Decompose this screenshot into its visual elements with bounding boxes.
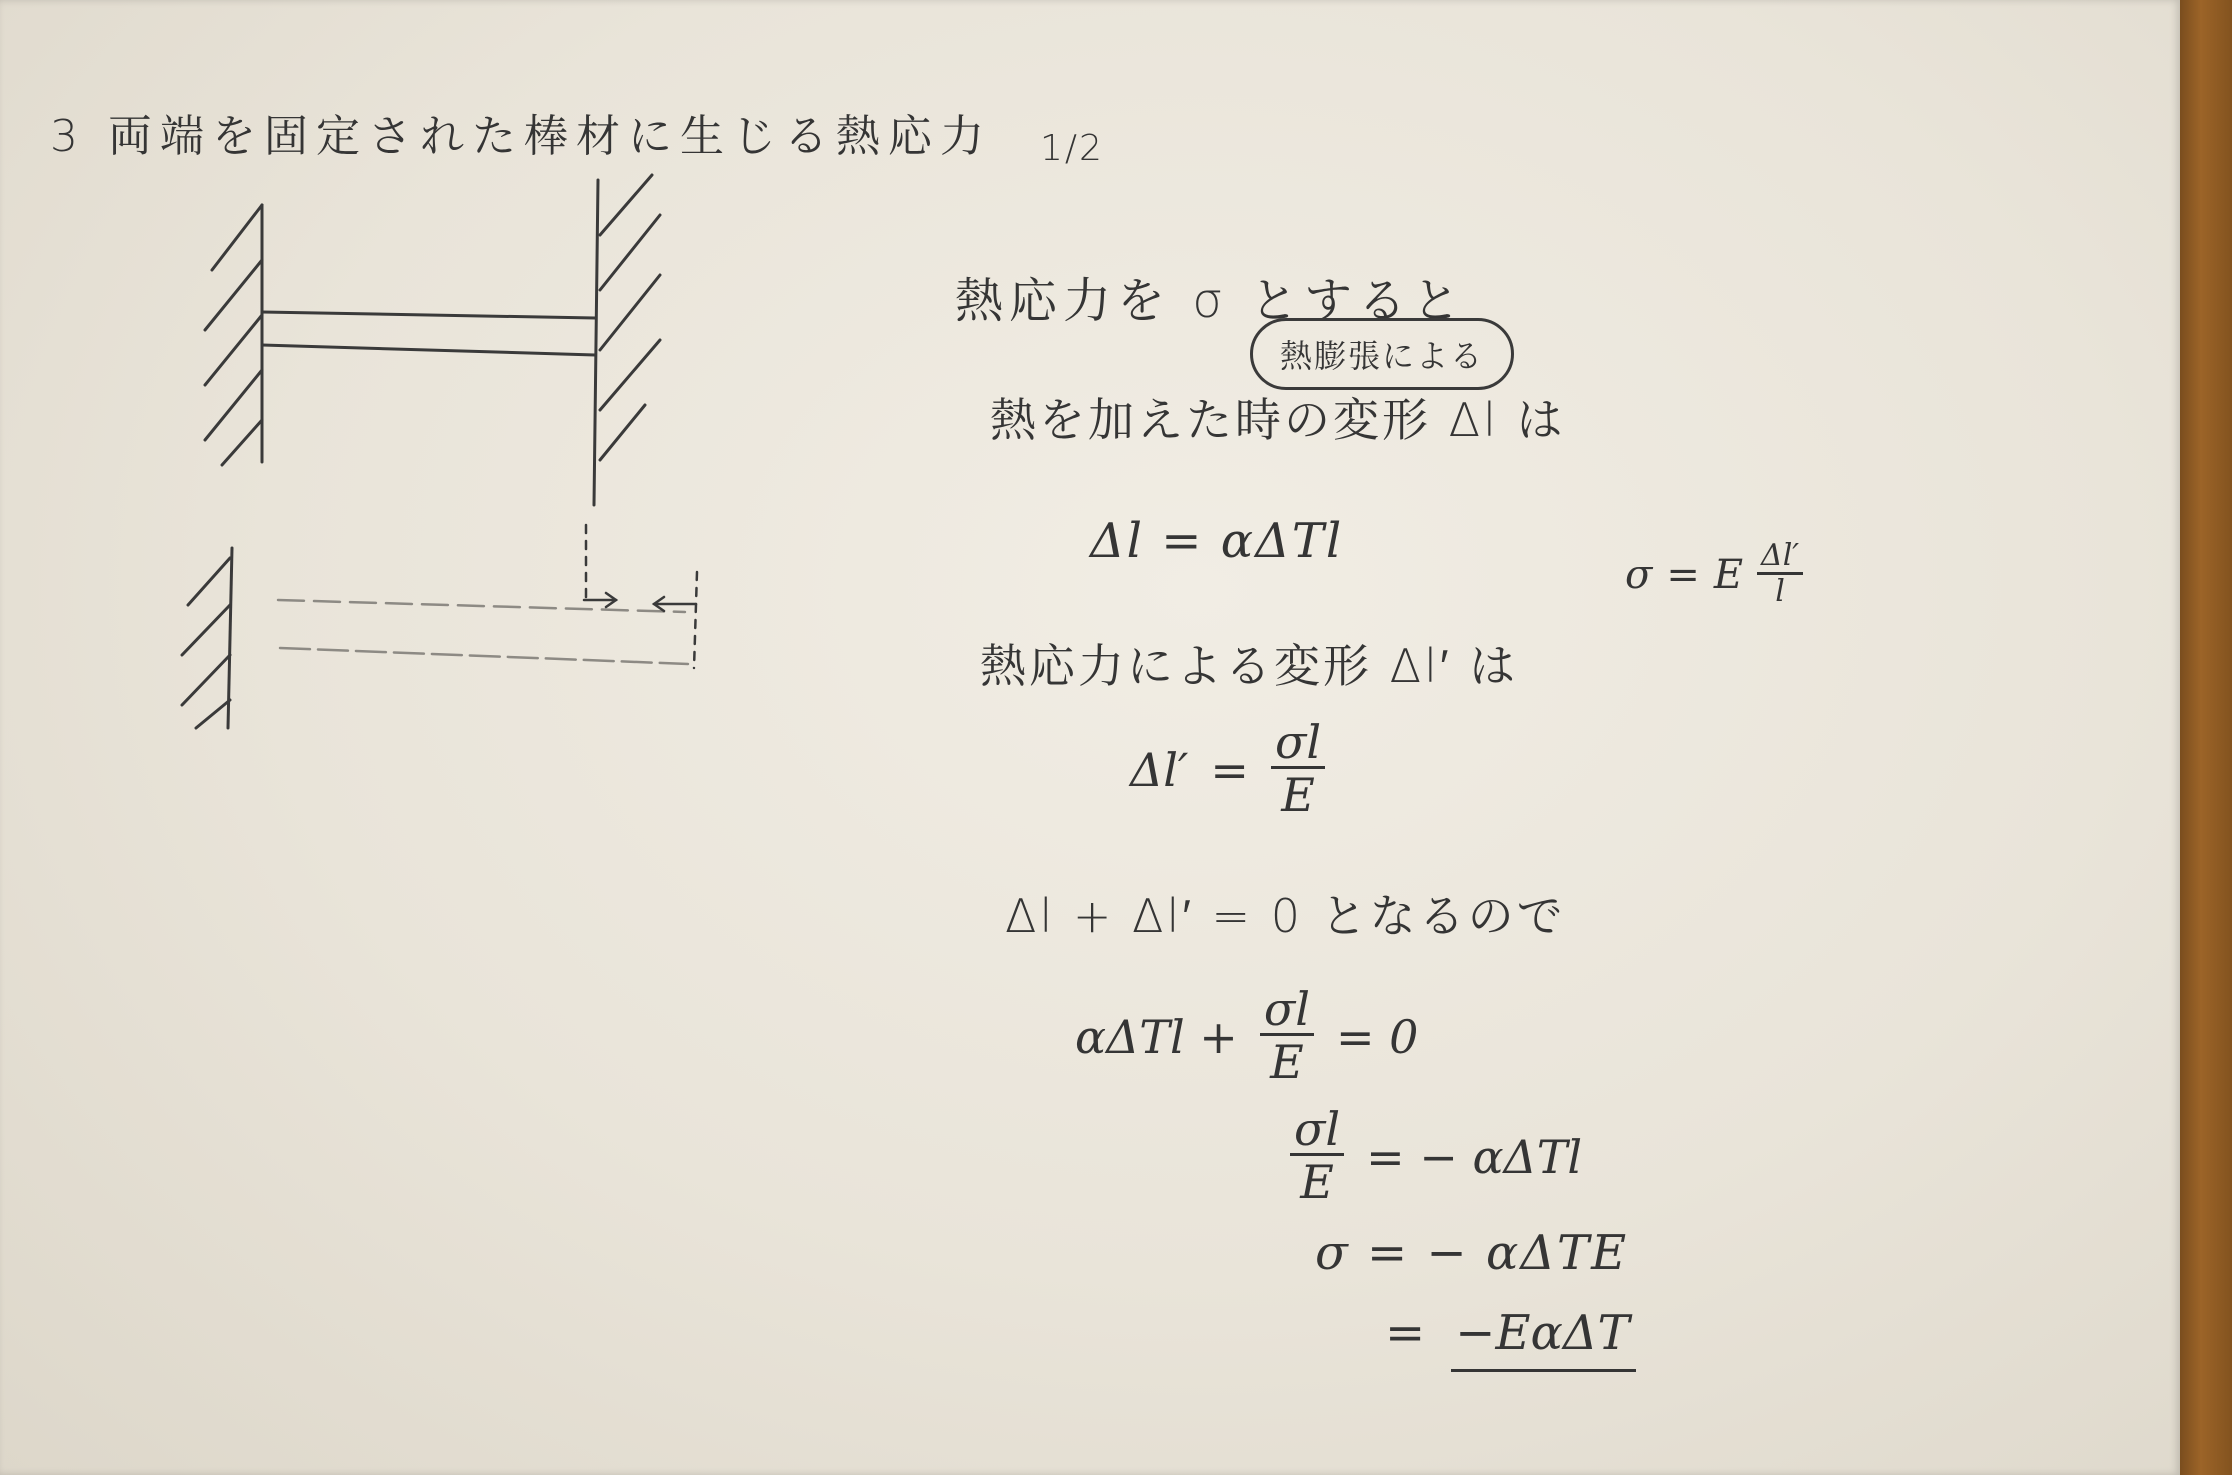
stress-definition-line: 熱応力を σ とすると [955,273,1466,329]
stress-deformation-line: 熱応力による変形 Δl′ は [980,639,1519,693]
eq4-rhs: = − αΔTl [1366,1130,1583,1185]
eq4-fraction [1290,1102,1344,1210]
wooden-table-edge [2180,0,2232,1475]
eq2-lhs: Δl′ [1130,743,1189,798]
final-result: −EαΔT [1451,1305,1635,1372]
page-title: 3 両端を固定された棒材に生じる熱応力 [50,111,992,162]
side-eq-fraction [1757,540,1803,609]
fraction-numerator: σl [1290,1105,1344,1156]
eq2-fraction [1271,715,1325,823]
fraction-numerator: σl [1260,985,1314,1036]
reference-line [694,572,697,668]
fraction-denominator: E [1270,1035,1304,1090]
bar-top-edge [262,312,595,318]
eq3-fraction [1260,982,1314,1090]
right-wall-line [594,180,598,505]
expanded-bar-top [278,600,685,612]
eq3-lhs: αΔTl + [1075,1010,1238,1065]
side-stress-equation [1625,540,1803,609]
page-number: 1/2 [1040,128,1104,169]
compatibility-condition-line: Δl + Δl′ = 0 となるので [1005,889,1566,943]
side-eq-coef: E [1713,551,1744,598]
fraction-denominator: E [1281,768,1315,823]
thermal-deformation-equation: Δl = αΔTl [1090,513,1344,569]
side-eq-lhs: σ [1625,551,1653,598]
fraction-denominator: l [1775,573,1785,609]
fraction-numerator: σl [1271,718,1325,769]
fraction-denominator: E [1300,1155,1334,1210]
hatched-wall-icon [205,205,262,465]
arrow-icon [654,597,696,611]
bar-bottom-edge [262,345,595,355]
eq2-equals: = [1210,743,1249,798]
stress-solution-equation: σ = − αΔTE [1315,1225,1629,1281]
arrow-icon [584,593,616,607]
thermal-deformation-line: 熱を加えた時の変形 Δl は [990,393,1566,447]
final-result-equation [1385,1305,1636,1372]
hatched-wall-icon [182,558,230,728]
fraction-numerator: Δl′ [1757,540,1803,575]
eq6-equals: = [1385,1305,1426,1361]
eq3-rhs: = 0 [1335,1010,1419,1065]
hatched-wall-icon [600,175,660,460]
combined-equation [1075,982,1419,1090]
annotation-bubble: 熱膨張による [1250,318,1514,390]
side-eq-equals: = [1666,551,1700,598]
stress-deformation-equation [1130,715,1325,823]
expanded-bar-bottom [280,648,688,664]
rearranged-equation [1290,1102,1583,1210]
